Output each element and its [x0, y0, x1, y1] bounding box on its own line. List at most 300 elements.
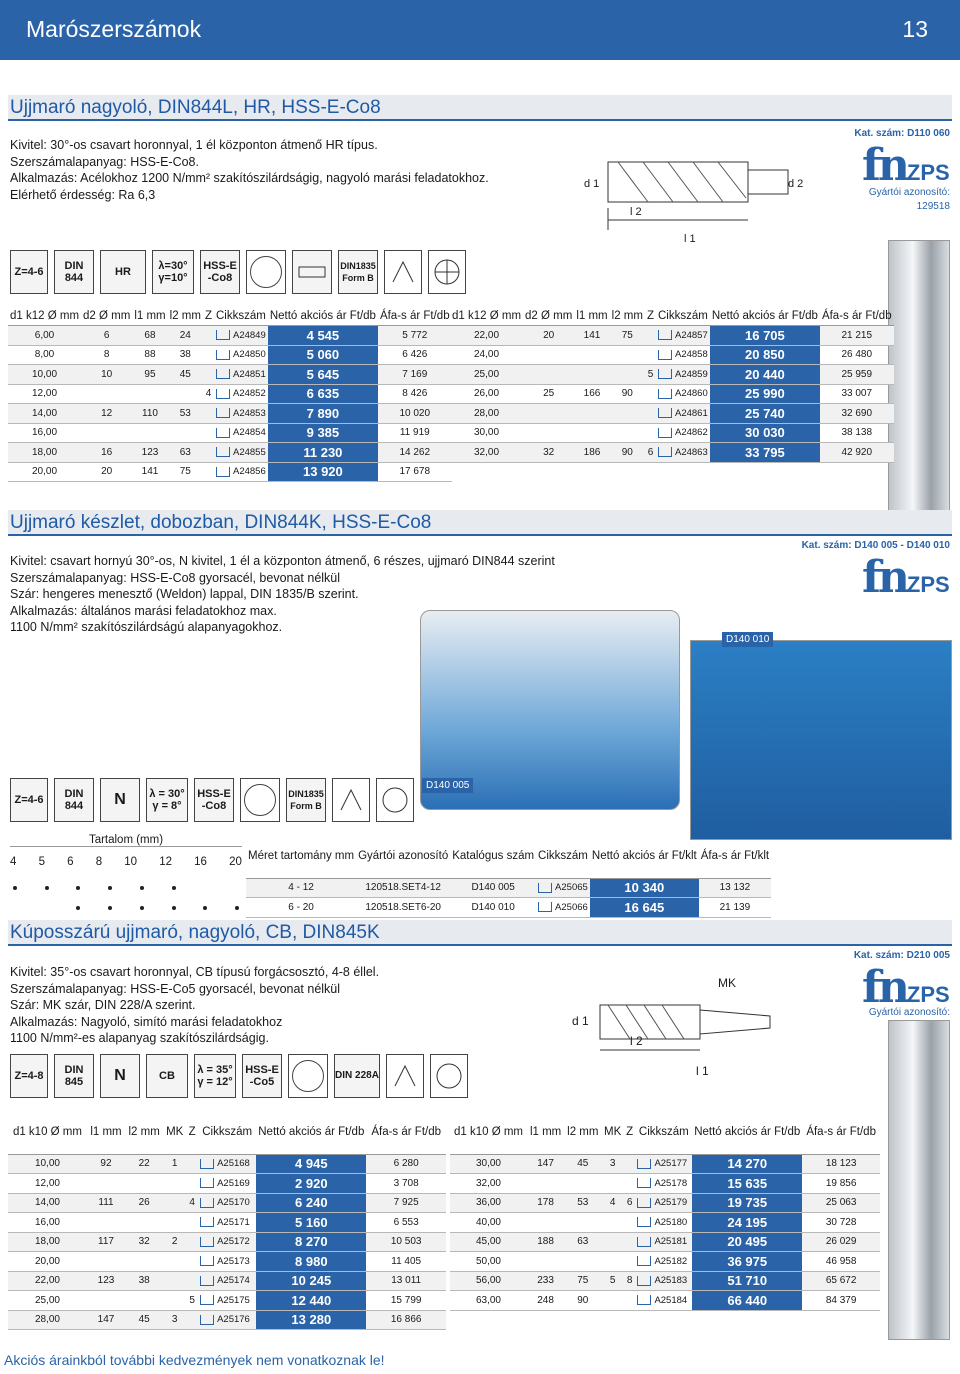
table-cell — [132, 423, 167, 443]
included-marker — [76, 906, 80, 910]
table-cell — [81, 423, 132, 443]
table-cell: 75 — [564, 1271, 601, 1291]
table-cell: 4 — [203, 384, 214, 404]
net-price: 5 060 — [268, 345, 378, 365]
cart-icon[interactable] — [637, 1256, 651, 1266]
table-cell: 3 — [163, 1310, 186, 1330]
item-code: A25168 — [198, 1154, 256, 1174]
net-price: 5 645 — [268, 365, 378, 385]
table-cell: 10,00 — [8, 365, 81, 385]
table-row — [450, 423, 894, 443]
fn-zps-logo: fnZPS — [862, 140, 950, 191]
net-price: 51 710 — [692, 1271, 802, 1291]
table-row — [8, 404, 452, 424]
table-cell — [87, 1291, 125, 1311]
dot-row — [10, 898, 242, 918]
symbol-row: Z=4-6 DIN 844 N λ = 30° γ = 8° HSS-E -Co8 DIN1835 Form B — [10, 778, 414, 822]
table-cell — [163, 1174, 186, 1194]
table-cell: 40,00 — [450, 1213, 527, 1233]
item-code: A24852 — [214, 384, 268, 404]
cart-icon[interactable] — [216, 467, 230, 477]
dim-l1: l 1 — [696, 1064, 709, 1078]
table-cell — [574, 423, 609, 443]
table-cell: 12,00 — [8, 384, 81, 404]
table-cell — [624, 1291, 636, 1311]
item-code: A24859 — [656, 365, 710, 385]
table-cell: 11 405 — [366, 1252, 446, 1272]
table-cell — [645, 345, 656, 365]
table-cell: 95 — [132, 365, 167, 385]
included-marker — [172, 906, 176, 910]
cart-icon[interactable] — [216, 350, 230, 360]
table-row — [8, 1174, 446, 1194]
table-cell: 53 — [168, 404, 203, 424]
fn-zps-logo: fnZPS — [862, 962, 950, 1013]
net-price: 9 385 — [268, 423, 378, 443]
table-cell: 3 708 — [366, 1174, 446, 1194]
table-cell: 30 728 — [802, 1213, 880, 1233]
table-cell: 32,00 — [450, 1174, 527, 1194]
table-cell: 30,00 — [450, 423, 523, 443]
cart-icon[interactable] — [637, 1159, 651, 1169]
table-cell: 22 — [125, 1154, 163, 1174]
table-cell: 16,00 — [8, 423, 81, 443]
table-cell: 38 138 — [820, 423, 894, 443]
table-cell: 6 — [81, 326, 132, 346]
table-cell: 25,00 — [450, 365, 523, 385]
table-row — [450, 326, 894, 346]
table-cell: 84 379 — [802, 1291, 880, 1311]
table-cell — [163, 1252, 186, 1272]
table-cell: 141 — [132, 462, 167, 482]
page-title: Marószerszámok — [26, 16, 202, 42]
table-cell: 10 020 — [378, 404, 452, 424]
table-cell — [186, 1154, 198, 1174]
table-cell — [186, 1271, 198, 1291]
table-row — [450, 1154, 880, 1174]
table-cell — [601, 1213, 623, 1233]
item-code: A24854 — [214, 423, 268, 443]
cart-icon[interactable] — [200, 1295, 214, 1305]
table-cell: 7 169 — [378, 365, 452, 385]
table-cell: 63,00 — [450, 1291, 527, 1311]
table-row — [450, 384, 894, 404]
table-cell: 178 — [527, 1193, 564, 1213]
table-cell: 22,00 — [450, 326, 523, 346]
tool-dimension-drawing — [590, 990, 780, 1060]
cart-icon[interactable] — [216, 447, 230, 457]
product-label: D140 010 — [722, 632, 773, 647]
item-code: A24858 — [656, 345, 710, 365]
table-cell: 8,00 — [8, 345, 81, 365]
cart-icon[interactable] — [200, 1315, 214, 1325]
table-cell — [624, 1154, 636, 1174]
table-cell: 88 — [132, 345, 167, 365]
cart-icon[interactable] — [200, 1198, 214, 1208]
table-cell — [125, 1174, 163, 1194]
table-row — [8, 423, 452, 443]
net-price: 16 645 — [590, 898, 699, 918]
table-cell: 10,00 — [8, 1154, 87, 1174]
table-cell — [610, 345, 645, 365]
cart-icon[interactable] — [637, 1217, 651, 1227]
table-cell: 248 — [527, 1291, 564, 1311]
item-code: A25182 — [635, 1252, 692, 1272]
cart-icon[interactable] — [658, 389, 672, 399]
cart-icon[interactable] — [637, 1178, 651, 1188]
item-code: A25184 — [635, 1291, 692, 1311]
cart-icon[interactable] — [216, 428, 230, 438]
table-cell — [564, 1174, 601, 1194]
table-cell — [163, 1291, 186, 1311]
table-cell — [645, 384, 656, 404]
table-row — [8, 326, 452, 346]
item-code: A25181 — [635, 1232, 692, 1252]
table-row — [450, 443, 894, 463]
table-cell: 123 — [87, 1271, 125, 1291]
net-price: 6 635 — [268, 384, 378, 404]
table-cell: 20,00 — [8, 1252, 87, 1272]
table-cell — [624, 1252, 636, 1272]
table-row — [8, 1154, 446, 1174]
table-cell: 5 — [645, 365, 656, 385]
product-table-left: d1 k12 Ø mm d2 Ø mm l1 mm l2 mm Z Cikkszám Nettó akciós ár Ft/db Áfa-s ár Ft/db 6,00 6 68 24 A24849 4 545 5 772 8,00 8 88 38 A24850 5 060 6 426 10,00 10 95 45 A24851 5 645 7 169 12,00 4 A24852 6 635 8 426 14,00 12 110 53 A24853 7 890 10 020 16,00 A24854 9 385 11 919 18,00 16 123 63 A24855 11 230 14 262 20,00 20 141 75 A24856 13 920 17 678 — [8, 306, 452, 482]
included-marker — [203, 906, 207, 910]
net-price: 10 245 — [256, 1271, 366, 1291]
table-cell: 6,00 — [8, 326, 81, 346]
table-cell — [645, 404, 656, 424]
catalog-number: Kat. szám: D110 060 — [854, 128, 950, 139]
table-cell — [132, 384, 167, 404]
item-code: A25178 — [635, 1174, 692, 1194]
table-cell: 14,00 — [8, 404, 81, 424]
table-cell: 90 — [610, 384, 645, 404]
table-row — [8, 1193, 446, 1213]
table-cell: 20 — [81, 462, 132, 482]
table-row — [8, 443, 452, 463]
cart-icon[interactable] — [200, 1256, 214, 1266]
table-cell: D140 005 — [450, 878, 536, 898]
table-cell — [610, 365, 645, 385]
table-row — [450, 365, 894, 385]
table-cell — [645, 423, 656, 443]
table-row — [450, 1174, 880, 1194]
net-price: 16 705 — [710, 326, 820, 346]
table-cell — [87, 1174, 125, 1194]
table-cell: 16 866 — [366, 1310, 446, 1330]
table-cell — [624, 1174, 636, 1194]
table-cell — [527, 1213, 564, 1233]
table-cell: 50,00 — [450, 1252, 527, 1272]
table-cell: 18 123 — [802, 1154, 880, 1174]
table-cell: 32 690 — [820, 404, 894, 424]
catalog-number: Kat. szám: D210 005 — [853, 950, 950, 961]
table-row — [450, 1232, 880, 1252]
manufacturer-id: Gyártói azonosító: — [868, 1007, 950, 1018]
item-code: A25177 — [635, 1154, 692, 1174]
item-code: A24860 — [656, 384, 710, 404]
table-cell: 32,00 — [450, 443, 523, 463]
table-cell: 68 — [132, 326, 167, 346]
item-code: A24857 — [656, 326, 710, 346]
table-cell — [564, 1213, 601, 1233]
table-cell: 10 — [81, 365, 132, 385]
table-row — [8, 365, 452, 385]
item-code: A24856 — [214, 462, 268, 482]
net-price: 36 975 — [692, 1252, 802, 1272]
table-cell: 45 — [125, 1310, 163, 1330]
dim-l1: l 1 — [684, 233, 696, 245]
item-code: A25173 — [198, 1252, 256, 1272]
table-cell: 42 920 — [820, 443, 894, 463]
net-price: 13 920 — [268, 462, 378, 482]
content-sizes: 4 5 6 8 10 12 16 20 — [10, 856, 242, 868]
table-cell: 17 678 — [378, 462, 452, 482]
dim-l2: l 2 — [630, 1034, 643, 1048]
table-cell: 28,00 — [8, 1310, 87, 1330]
table-cell: 20 — [523, 326, 574, 346]
cart-icon[interactable] — [658, 330, 672, 340]
net-price: 20 495 — [692, 1232, 802, 1252]
table-cell — [203, 443, 214, 463]
included-marker — [172, 886, 176, 890]
net-price: 25 740 — [710, 404, 820, 424]
net-price: 33 795 — [710, 443, 820, 463]
net-price: 5 160 — [256, 1213, 366, 1233]
table-cell: 75 — [610, 326, 645, 346]
fn-zps-logo: fnZPS — [862, 552, 950, 603]
table-cell — [186, 1174, 198, 1194]
manufacturer-id: Gyártói azonosító: 129518 — [868, 187, 950, 212]
table-cell — [168, 384, 203, 404]
table-cell — [203, 345, 214, 365]
table-row — [246, 898, 771, 918]
table-cell: 63 — [168, 443, 203, 463]
table-cell: 166 — [574, 384, 609, 404]
content-label: Tartalom (mm) — [10, 834, 242, 847]
table-cell — [203, 404, 214, 424]
net-price: 20 850 — [710, 345, 820, 365]
table-cell — [523, 345, 574, 365]
cart-icon[interactable] — [200, 1276, 214, 1286]
item-code: A24853 — [214, 404, 268, 424]
table-cell — [523, 404, 574, 424]
table-cell: 8 426 — [378, 384, 452, 404]
item-code: A25174 — [198, 1271, 256, 1291]
table-cell: 8 — [624, 1271, 636, 1291]
table-cell — [203, 326, 214, 346]
dim-d2: d 2 — [788, 178, 804, 190]
table-cell: 63 — [564, 1232, 601, 1252]
cart-icon[interactable] — [216, 389, 230, 399]
table-cell — [527, 1174, 564, 1194]
item-code: A25180 — [635, 1213, 692, 1233]
table-cell: 38 — [125, 1271, 163, 1291]
included-marker — [76, 886, 80, 890]
table-cell: 15 799 — [366, 1291, 446, 1311]
section-title: Ujjmaró készlet, dobozban, DIN844K, HSS-E-Co8 — [10, 512, 432, 533]
table-cell: 30,00 — [450, 1154, 527, 1174]
cart-icon[interactable] — [658, 428, 672, 438]
table-cell: 56,00 — [450, 1271, 527, 1291]
item-code: A24863 — [656, 443, 710, 463]
table-cell: 18,00 — [8, 443, 81, 463]
table-cell: 188 — [527, 1232, 564, 1252]
included-marker — [45, 886, 49, 890]
table-row — [8, 1252, 446, 1272]
table-cell: 24 — [168, 326, 203, 346]
table-cell: 6 553 — [366, 1213, 446, 1233]
cart-icon[interactable] — [637, 1198, 651, 1208]
table-row — [450, 404, 894, 424]
included-marker — [108, 906, 112, 910]
cart-icon[interactable] — [637, 1295, 651, 1305]
table-cell — [527, 1252, 564, 1272]
item-code: A25179 — [635, 1193, 692, 1213]
product-table-right: d1 k12 Ø mm d2 Ø mm l1 mm l2 mm Z Cikkszám Nettó akciós ár Ft/db Áfa-s ár Ft/db 22,00 20 141 75 A24857 16 705 21 215 24,00 A24858 20 850 26 480 25,00 5 A24859 20 440 25 959 26,00 25 166 90 A24860 25 990 33 007 28,00 A24861 25 740 32 690 30,00 A24862 30 030 38 138 32,00 32 186 90 6 A24863 33 795 42 920 — [450, 306, 894, 463]
table-cell: 45,00 — [450, 1232, 527, 1252]
table-cell: 7 925 — [366, 1193, 446, 1213]
section-description: Kivitel: csavart hornyú 30°-os, N kivitel, 1 él a központon átmenő, 6 részes, ujjmaró DIN844 szerint Szerszámalapanyag: HSS-E-Co8 gyorsacél, bevonat nélkül Szár: hengeres menesztő (Weldon) lappal, DIN 1835/B szerint. Alkalmazás: általános marási feladatokhoz max. 1100 N/mm² szakítószilárdságú alapanyagokhoz. — [10, 554, 555, 634]
table-cell: 120518.SET6-20 — [356, 898, 450, 918]
table-cell: 18,00 — [8, 1232, 87, 1252]
dim-mk: MK — [718, 976, 736, 990]
table-cell: 22,00 — [8, 1271, 87, 1291]
net-price: 4 545 — [268, 326, 378, 346]
net-price: 20 440 — [710, 365, 820, 385]
table-cell — [87, 1213, 125, 1233]
item-code: A25172 — [198, 1232, 256, 1252]
cart-icon[interactable] — [200, 1159, 214, 1169]
net-price: 13 280 — [256, 1310, 366, 1330]
table-cell — [125, 1252, 163, 1272]
table-cell: 186 — [574, 443, 609, 463]
net-price: 8 980 — [256, 1252, 366, 1272]
included-marker — [140, 906, 144, 910]
table-cell — [168, 423, 203, 443]
table-cell: 147 — [527, 1154, 564, 1174]
table-cell: 1 — [163, 1154, 186, 1174]
item-code: A25169 — [198, 1174, 256, 1194]
table-cell: 5 772 — [378, 326, 452, 346]
table-cell: 6 - 20 — [246, 898, 356, 918]
table-cell: 147 — [87, 1310, 125, 1330]
net-price: 8 270 — [256, 1232, 366, 1252]
item-code: A24855 — [214, 443, 268, 463]
net-price: 2 920 — [256, 1174, 366, 1194]
table-row — [8, 1232, 446, 1252]
table-cell — [564, 1252, 601, 1272]
cart-icon[interactable] — [538, 902, 552, 912]
table-cell: 45 — [564, 1154, 601, 1174]
tool-photo — [888, 1020, 950, 1340]
table-cell: 3 — [601, 1154, 623, 1174]
table-row — [8, 1310, 446, 1330]
table-cell — [601, 1252, 623, 1272]
item-code: A24851 — [214, 365, 268, 385]
product-table-left: d1 k10 Ø mm l1 mm l2 mm MK Z Cikkszám Nettó akciós ár Ft/db Áfa-s ár Ft/db 10,00 92 22 1 A25168 4 945 6 280 12,00 A25169 2 920 3 708 14,00 111 26 4 A25170 6 240 7 925 16,00 A25171 5 160 6 553 18,00 117 32 2 A25172 8 270 10 503 20,00 A25173 8 980 11 405 22,00 123 38 A25174 10 245 13 011 25,00 5 A25175 12 440 15 799 28,00 147 45 3 A25176 13 280 16 866 — [8, 1110, 446, 1330]
table-cell: 21 139 — [699, 898, 771, 918]
cart-icon[interactable] — [658, 447, 672, 457]
table-cell: 26,00 — [450, 384, 523, 404]
table-cell: 21 215 — [820, 326, 894, 346]
table-row — [8, 1213, 446, 1233]
cart-icon[interactable] — [200, 1178, 214, 1188]
table-cell: 117 — [87, 1232, 125, 1252]
table-cell: 13 132 — [699, 878, 771, 898]
cart-icon[interactable] — [658, 408, 672, 418]
table-cell: 25 959 — [820, 365, 894, 385]
table-row — [450, 1291, 880, 1311]
item-code: A25066 — [536, 898, 590, 918]
net-price: 4 945 — [256, 1154, 366, 1174]
table-cell: 6 426 — [378, 345, 452, 365]
table-cell: 26 029 — [802, 1232, 880, 1252]
section-description: Kivitel: 30°-os csavart horonnyal, 1 él központon átmenő HR típus. Szerszámalapanyag: HSS-E-Co8. Alkalmazás: Acélokhoz 1200 N/mm² szakítószilárdságig, nagyoló marási feladatokhoz. Elérhető érdesség: Ra 6,3 — [10, 138, 489, 202]
table-cell — [81, 384, 132, 404]
table-cell — [186, 1232, 198, 1252]
cart-icon[interactable] — [658, 369, 672, 379]
table-cell — [125, 1213, 163, 1233]
table-row — [450, 1252, 880, 1272]
table-cell — [87, 1252, 125, 1272]
table-cell: 45 — [168, 365, 203, 385]
cart-icon[interactable] — [200, 1217, 214, 1227]
table-cell: 25,00 — [8, 1291, 87, 1311]
tool-set-box-photo — [690, 640, 952, 840]
product-label: D140 005 — [422, 778, 473, 793]
table-cell: 12 — [81, 404, 132, 424]
table-cell: 5 — [601, 1271, 623, 1291]
table-cell: 11 919 — [378, 423, 452, 443]
table-cell: 110 — [132, 404, 167, 424]
item-code: A24849 — [214, 326, 268, 346]
table-cell — [186, 1252, 198, 1272]
page-number: 13 — [902, 16, 928, 42]
item-code: A25171 — [198, 1213, 256, 1233]
table-cell: 13 011 — [366, 1271, 446, 1291]
item-code: A24850 — [214, 345, 268, 365]
net-price: 66 440 — [692, 1291, 802, 1311]
table-cell: 32 — [523, 443, 574, 463]
cart-icon[interactable] — [538, 883, 552, 893]
table-cell — [163, 1193, 186, 1213]
tool-photo — [888, 240, 950, 530]
net-price: 24 195 — [692, 1213, 802, 1233]
table-cell — [624, 1232, 636, 1252]
cart-icon[interactable] — [637, 1276, 651, 1286]
table-cell: 28,00 — [450, 404, 523, 424]
table-row — [450, 345, 894, 365]
cart-icon[interactable] — [216, 330, 230, 340]
symbol-row: Z=4-8 DIN 845 N CB λ = 35° γ = 12° HSS-E -Co5 DIN 228A — [10, 1054, 468, 1098]
catalog-number: Kat. szám: D140 005 - D140 010 — [801, 540, 950, 551]
table-row — [8, 384, 452, 404]
cart-icon[interactable] — [216, 369, 230, 379]
dot-row — [10, 878, 242, 898]
table-cell: 90 — [564, 1291, 601, 1311]
content-dots — [10, 878, 242, 918]
cart-icon[interactable] — [637, 1237, 651, 1247]
cart-icon[interactable] — [200, 1237, 214, 1247]
cart-icon[interactable] — [658, 350, 672, 360]
table-cell: 92 — [87, 1154, 125, 1174]
cart-icon[interactable] — [216, 408, 230, 418]
table-cell: 10 503 — [366, 1232, 446, 1252]
table-row — [450, 1271, 880, 1291]
table-cell: 75 — [168, 462, 203, 482]
net-price: 19 735 — [692, 1193, 802, 1213]
